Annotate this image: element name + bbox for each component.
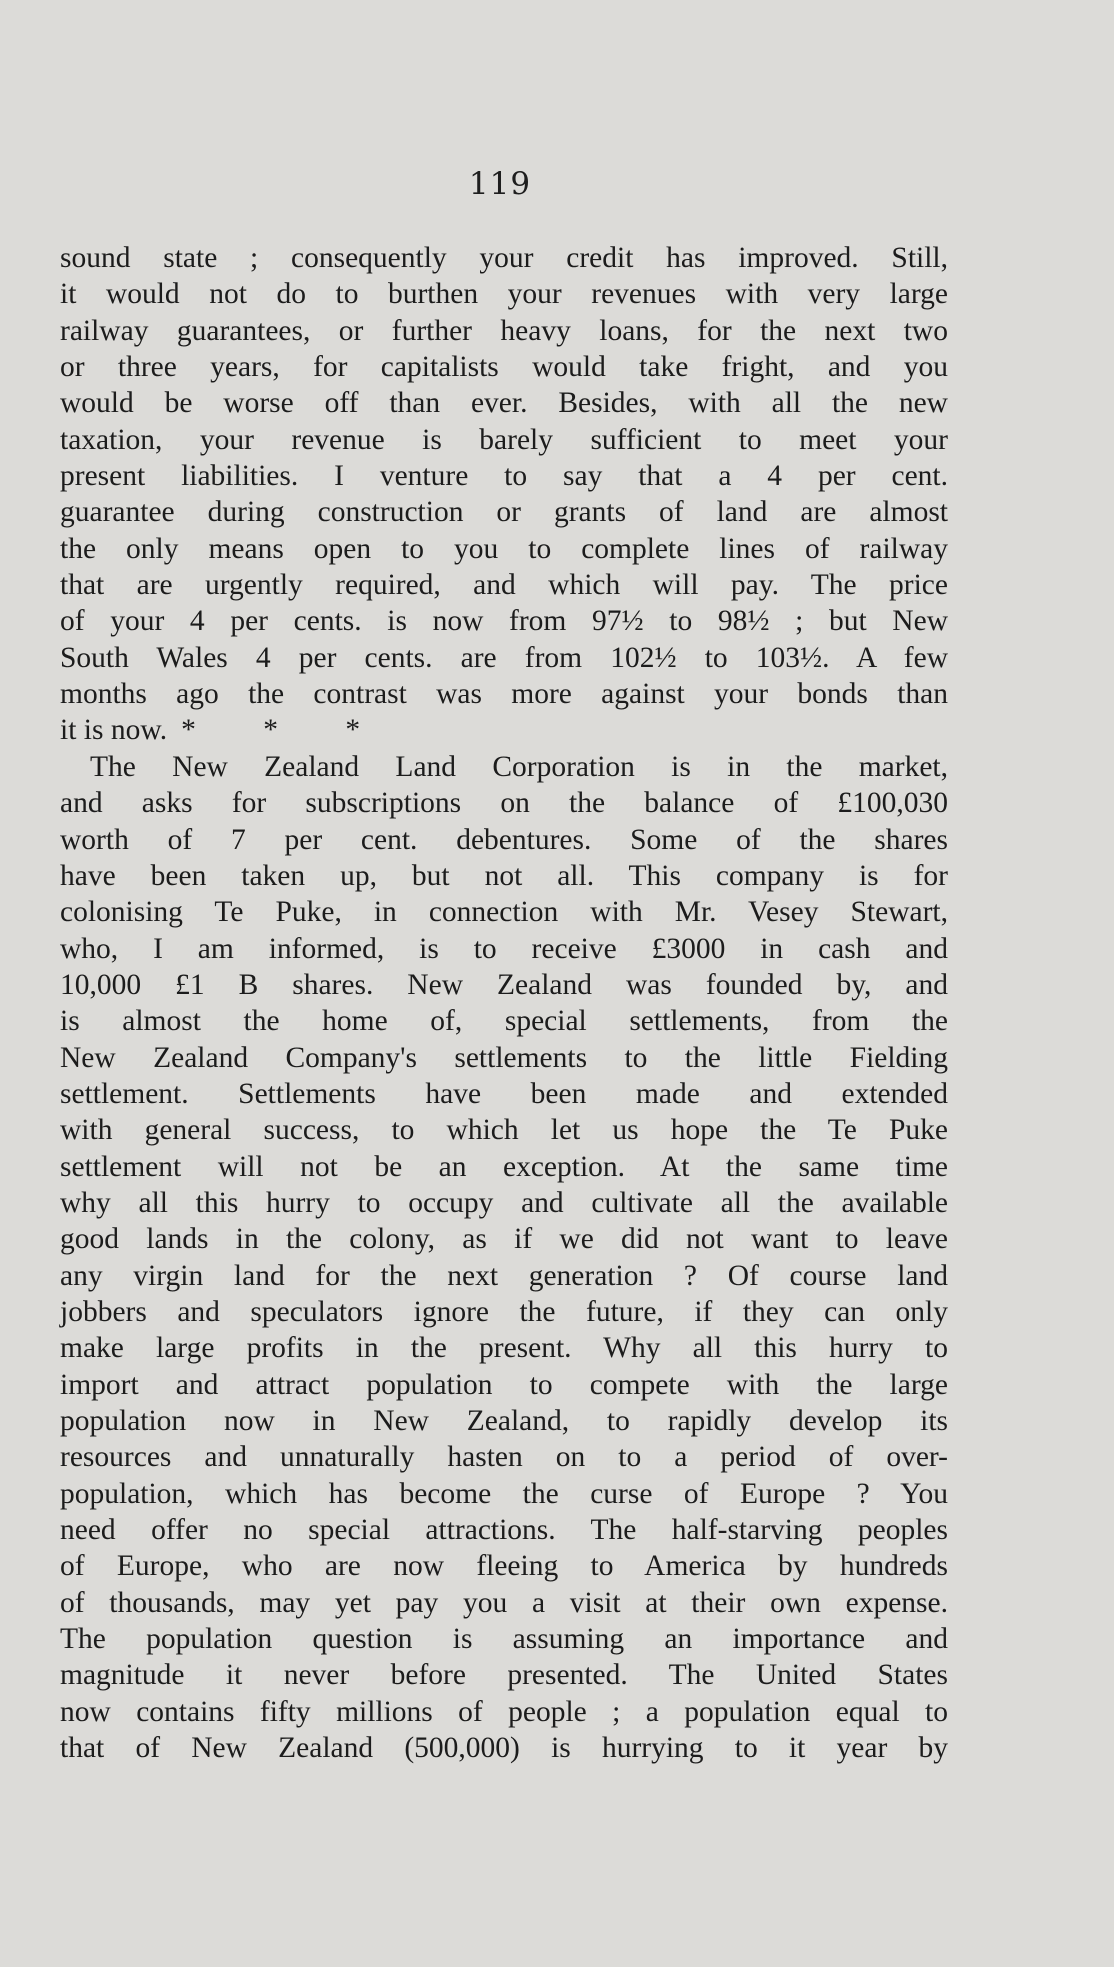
ellipsis-stars: * * * xyxy=(181,714,391,747)
text-line: South Wales 4 per cents. are from 102½ to 103½. A few xyxy=(60,641,948,674)
text-line: population, which has become the curse of Europe ? You xyxy=(60,1477,948,1510)
text-line: the only means open to you to complete lines of railway xyxy=(60,532,948,565)
text-line: The New Zealand Land Corporation is in the market, xyxy=(90,750,948,783)
text-line: railway guarantees, or further heavy loans, for the next two xyxy=(60,314,948,347)
text-line: magnitude it never before presented. The United States xyxy=(60,1659,948,1692)
text-line: sound state ; consequently your credit has improved. Still, xyxy=(60,242,948,274)
text-line: colonising Te Puke, in connection with Mr. Vesey Stewart, xyxy=(60,896,948,929)
text-line: with general success, to which let us hope the Te Puke xyxy=(60,1114,948,1147)
text-line: settlement will not be an exception. At the same time xyxy=(60,1150,948,1183)
text-line: now contains fifty millions of people ; a population equal to xyxy=(60,1695,948,1728)
text-line: The population question is assuming an importance and xyxy=(60,1623,948,1656)
text-line: population now in New Zealand, to rapidly develop its xyxy=(60,1405,948,1437)
page-number: 119 xyxy=(468,166,532,202)
text-line: or three years, for capitalists would take fright, and you xyxy=(60,351,948,384)
text-line: that of New Zealand (500,000) is hurrying to it year by xyxy=(60,1732,948,1765)
text-line: is almost the home of, special settlements, from the xyxy=(60,1005,948,1038)
text-line: import and attract population to compete with the large xyxy=(60,1368,948,1401)
paragraph-end-line xyxy=(60,712,948,748)
text-line: worth of 7 per cent. debentures. Some of the shares xyxy=(60,823,948,856)
text-line: guarantee during construction or grants of land are almost xyxy=(60,496,948,529)
text-line: make large profits in the present. Why all this hurry to xyxy=(60,1332,948,1365)
text-line: would be worse off than ever. Besides, with all the new xyxy=(60,387,948,420)
text-line: have been taken up, but not all. This company is for xyxy=(60,859,948,892)
text-line: New Zealand Company's settlements to the little Fielding xyxy=(60,1041,948,1074)
text-line: and asks for subscriptions on the balance of £100,030 xyxy=(60,787,948,820)
text-line: 10,000 £1 B shares. New Zealand was founded by, and xyxy=(60,968,948,1001)
text-line: who, I am informed, is to receive £3000 in cash and xyxy=(60,932,948,965)
text-line: good lands in the colony, as if we did not want to leave xyxy=(60,1223,948,1256)
body-text xyxy=(60,240,948,1766)
text-line: any virgin land for the next generation ? Of course land xyxy=(60,1259,948,1292)
text-line: present liabilities. I venture to say that a 4 per cent. xyxy=(60,460,948,493)
text-line: why all this hurry to occupy and cultivate all the available xyxy=(60,1186,948,1219)
text-line: of your 4 per cents. is now from 97½ to 98½ ; but New xyxy=(60,605,948,638)
text-line: taxation, your revenue is barely sufficient to meet your xyxy=(60,423,948,456)
text-line: jobbers and speculators ignore the future, if they can only xyxy=(60,1295,948,1328)
text-line: that are urgently required, and which will pay. The price xyxy=(60,569,948,602)
text-line: months ago the contrast was more against your bonds than xyxy=(60,678,948,711)
text-line: of Europe, who are now fleeing to America by hundreds xyxy=(60,1550,948,1583)
text-line: settlement. Settlements have been made and extended xyxy=(60,1077,948,1110)
text-line: resources and unnaturally hasten on to a period of over- xyxy=(60,1441,948,1474)
text-line: it is now. xyxy=(60,714,168,747)
text-line: need offer no special attractions. The half-starving peoples xyxy=(60,1514,948,1547)
text-line: it would not do to burthen your revenues with very large xyxy=(60,278,948,311)
text-line: of thousands, may yet pay you a visit at their own expense. xyxy=(60,1586,948,1619)
